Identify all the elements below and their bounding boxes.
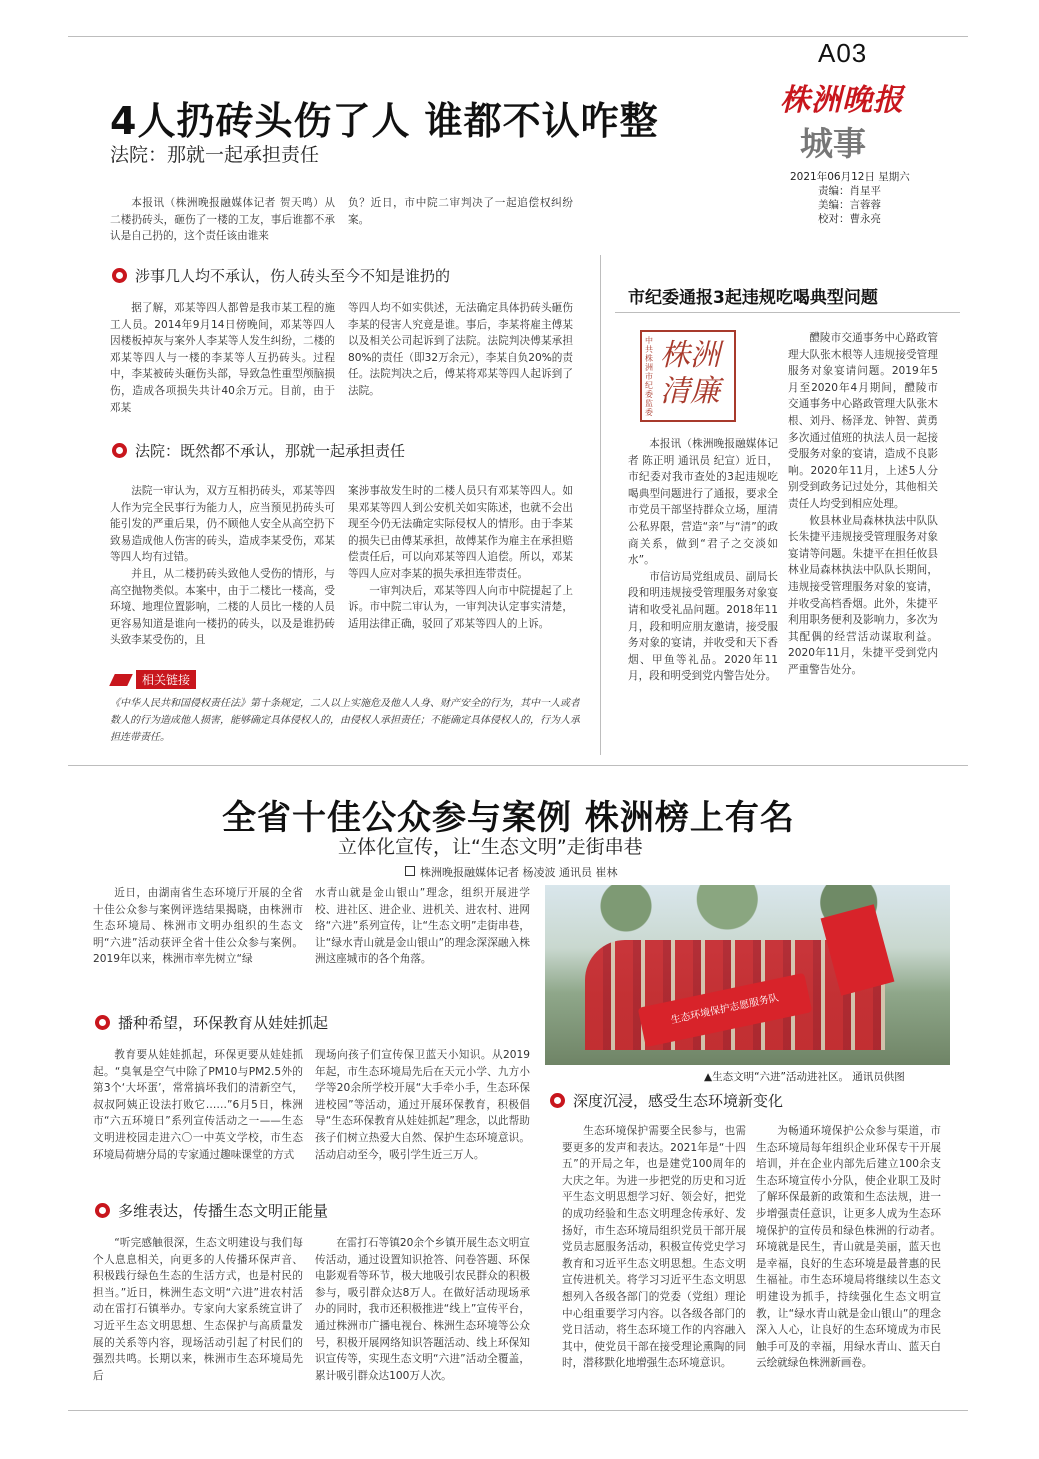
square-icon xyxy=(405,866,415,876)
editor-credit: 责编：肖星平 xyxy=(818,185,881,197)
bullet-icon xyxy=(112,443,127,458)
story2-headline: 市纪委通报3起违规吃喝典型问题 xyxy=(628,288,878,308)
story1-s1-right: 等四人均不如实供述，无法确定具体扔砖头砸伤李某的侵害人究竟是谁。事后，李某将雇主傅某以及相关公司起诉到了法院。法院判决傅某承担80%的责任（即32万余元），李某自负20%的责任。法院判决之后，傅某将邓某等四人起诉到了法院。 xyxy=(348,302,573,397)
story1-headline: 4人扔砖头伤了人 谁都不认咋整 xyxy=(110,99,659,143)
story3-s1-right: 现场向孩子们宣传保卫蓝天小知识。从2019年起，市生态环境局先后在天元小学、九方小学等20余所学校开展“大手牵小手，生态环保进校园”等活动，通过开展环保教育，积极倡导“生态环保教育从娃娃抓起”理念，以此帮助孩子们树立热爱大自然、保护生态环境意识。活动启动至今，吸引学生近三万人。 xyxy=(315,1049,530,1161)
issue-date: 2021年06月12日 星期六 xyxy=(790,171,910,183)
story3-subhead-1: 播种希望，环保教育从娃娃抓起 xyxy=(95,1012,328,1033)
story1-intro-left: 本报讯（株洲晚报融媒体记者 贺天鸣）从二楼扔砖头，砸伤了一楼的工友，事后谁都不承认是自己扔的，这个责任该由谁来 xyxy=(110,197,335,243)
story3-subhead-3: 深度沉浸，感受生态环境新变化 xyxy=(550,1090,783,1111)
page-number: A03 xyxy=(818,38,868,68)
bullet-icon xyxy=(112,268,127,283)
story3-intro-right: 水青山就是金山银山”理念，组织开展进学校、进社区、进企业、进机关、进农村、进网络“六进”系列宣传，让“生态文明”走街串巷，让“绿水青山就是金山银山”的理念深深融入株洲这座城市的各个角落。 xyxy=(315,887,530,966)
column-divider xyxy=(600,255,601,755)
story3-s1-left: 教育要从娃娃抓起，环保更要从娃娃抓起。“臭氧是空气中除了PM10与PM2.5外的第3个‘大坏蛋’，常常搞坏我们的清新空气，叔叔阿姨正设法打败它……”6月5日，株洲市“六五环境日”系列宣传活动之一——生态文明进校园走进六〇一中英文学校，市生态环境局荷塘分局的专家通过趣味课堂的方式 xyxy=(93,1049,303,1161)
story3-subhead-2: 多维表达，传播生态文明正能量 xyxy=(95,1200,328,1221)
bullet-icon xyxy=(95,1015,110,1030)
horizontal-divider xyxy=(68,765,968,766)
story3-s3-col2: 为畅通环境保护公众参与渠道，市生态环境局每年组织企业环保专干开展培训，并在企业内部先后建立100余支生态环境宣传小分队，使企业职工及时了解环保最新的政策和生态法规，进一步增强责任意识，让更多人成为生态环境保护的宣传员和绿色株洲的行动者。环境就是民生，青山就是美丽，蓝天也是幸福，良好的生态环境是最普惠的民生福祉。市生态环境局将继续以生态文明建设为抓手，持续强化生态文明宣教，让“绿水青山就是金山银山”的理念深入人心，让良好的生态环境成为市民触手可及的幸福，用绿水青山、蓝天白云绘就绿色株洲新画卷。 xyxy=(756,1125,941,1370)
bullet-icon xyxy=(95,1203,110,1218)
story2-rule xyxy=(615,312,960,313)
story3-byline: 株洲晚报融媒体记者 杨凌波 通讯员 崔林 xyxy=(405,864,618,880)
story3-headline: 全省十佳公众参与案例 株洲榜上有名 xyxy=(222,798,795,838)
story3-intro-left: 近日，由湖南省生态环境厅开展的全省十佳公众参与案例评选结果揭晓，由株洲市生态环境局、株洲市文明办组织的生态文明“六进”活动获评全省十佳公众参与案例。2019年以来，株洲市率先树立“绿 xyxy=(93,887,303,966)
story2-lead-and-case1: 本报讯（株洲晚报融媒体记者 陈正明 通讯员 纪宣）近日，市纪委对我市查处的3起违规吃喝典型问题进行了通报，要求全市党员干部坚持群众立场，厘清公私界限，营造“亲”与“清”的政商关系，做到“君子之交淡如水”。 市信访局党组成员、副局长段和明违规接受管理服务对象宴请和收受礼品问题。2018年11月，段和明应朋友邀请，接受服务对象的宴请，并收受和天下香烟、甲鱼等礼品。2020年11月，段和明受到党内警告处分。 xyxy=(628,438,778,683)
story3-s3-col1: 生态环境保护需要全民参与，也需要更多的发声和表达。2021年是“十四五”的开局之年，也是建党100周年的大庆之年。为进一步把党的历史和习近平生态文明思想学习好、领会好，把党的成功经验和生态文明理念传承好、发扬好，市生态环境局组织党员干部开展党员志愿服务活动，积极宣传党史学习教育和习近平生态文明思想。生态文明宣传进机关。将学习习近平生态文明思想列入各级各部门的党委（党组）理论中心组重要学习内容。以各级各部门的党日活动，将生态环境工作的内容融入其中，使党员干部在接受理论熏陶的同时，潜移默化地增强生态环境意识。 xyxy=(562,1125,746,1370)
bullet-icon xyxy=(550,1093,565,1108)
brand-logo: 株洲晚报 xyxy=(780,83,904,118)
story3-s2-right: 在雷打石等镇20余个乡镇开展生态文明宣传活动，通过设置知识抢答、问卷答题、环保电影观看等环节，极大地吸引农民群众的积极参与，吸引群众达8万人。在做好活动现场承办的同时，我市还积极推进“线上”宣传平台，通过株洲市广播电视台、株洲生态环境等公众号，积极开展网络知识答题活动、线上环保知识宣传等，实现生态文明“六进”活动全覆盖，累计吸引群众达100万人次。 xyxy=(315,1237,530,1382)
masthead-meta xyxy=(790,170,950,226)
volunteer-banner: 生态环境保护志愿服务队 xyxy=(638,973,813,1047)
story2-case2-3: 醴陵市交通事务中心路政管理大队张木根等人违规接受管理服务对象宴请问题。2019年5月至2020年4月期间，醴陵市交通事务中心路政管理大队张木根、刘丹、杨泽龙、钟智、黄勇多次通过值班的执法人员一起接受服务对象的宴请，造成不良影响。2020年11月，上述5人分别受到政务记过处分，其他相关责任人均受到相应处理。 攸县林业局森林执法中队队长朱捷平违规接受管理服务对象宴请等问题。朱捷平在担任攸县林业局森林执法中队队长期间，违规接受管理服务对象的宴请，并收受高档香烟。此外，朱捷平利用职务便利及影响力，多次为其配偶的经营活动谋取利益。2020年11月，朱捷平受到党内严重警告处分。 xyxy=(788,332,938,676)
activity-photo xyxy=(545,885,950,1065)
related-link-text: 《中华人民共和国侵权责任法》第十条规定，二人以上实施危及他人人身、财产安全的行为，其中一人或者数人的行为造成他人损害，能够确定具体侵权人的，由侵权人承担责任；不能确定具体侵权人的，行为人承担连带责任。 xyxy=(110,698,580,743)
pencil-icon xyxy=(109,674,133,686)
story1-s2-left: 法院一审认为，双方互相扔砖头，邓某等四人作为完全民事行为能力人，应当预见扔砖头可能引发的严重后果，仍不顾他人安全从高空扔下致易造成他人伤害的砖头，造成李某受伤，邓某等四人均有过错。 并且，从二楼扔砖头致他人受伤的情形，与高空抛物类似。本案中，由于二楼比一楼高，受环境、地理位置影响，二楼的人员比一楼的人员更容易知道是谁向一楼扔的砖头，以及是谁扔砖头致李某受伤的，且 xyxy=(110,485,335,647)
story1-intro-right: 负？近日，市中院二审判决了一起追偿权纠纷案。 xyxy=(348,197,573,226)
section-name: 城事 xyxy=(800,124,866,163)
story1-s1-left: 据了解，邓某等四人都曾是我市某工程的施工人员。2014年9月14日傍晚间，邓某等四人因楼板掉灰与案外人李某等人发生纠纷，二楼的邓某等四人与一楼的李某等人互扔砖头。过程中，李某被砖头砸伤头部，导致急性重型颅脑损伤，造成各项损失共计40余万元。目前，由于邓某 xyxy=(110,302,335,414)
bottom-rule xyxy=(68,1410,968,1411)
photo-caption: ▲生态文明“六进”活动进社区。 通讯员供图 xyxy=(704,1071,905,1083)
top-rule xyxy=(68,36,968,37)
anti-corruption-stamp: 中共株洲市纪委监委 株洲清廉 xyxy=(640,330,736,422)
story1-subhead-1: 涉事几人均不承认，伤人砖头至今不知是谁扔的 xyxy=(112,265,450,286)
story3-s2-left: “听完感触很深，生态文明建设与我们每个人息息相关，向更多的人传播环保声音、积极践行绿色生态的生活方式，也是村民的担当。”近日，株洲生态文明“六进”进农村活动在雷打石镇举办。专家向大家系统宣讲了习近平生态文明思想、生态保护与高质量发展的关系等内容，现场活动引起了村民们的强烈共鸣。长期以来，株洲市生态环境局先后 xyxy=(93,1237,303,1382)
story1-subtitle: 法院：那就一起承担责任 xyxy=(110,144,320,166)
designer-credit: 美编：言蓉蓉 xyxy=(818,199,881,211)
story1-subhead-2: 法院：既然都不承认，那就一起承担责任 xyxy=(112,440,405,461)
story3-subtitle: 立体化宣传，让“生态文明”走街串巷 xyxy=(338,836,643,858)
proofreader-credit: 校对：曹永亮 xyxy=(818,213,881,225)
story1-s2-right: 案涉事故发生时的二楼人员只有邓某等四人。如果邓某等四人到公安机关如实陈述，也就不会出现至今仍无法确定实际侵权人的情形。由于李某的损失已由傅某承担，故傅某作为雇主在承担赔偿责任后，可以向邓某等四人追偿。所以，邓某等四人应对李某的损失承担连带责任。 一审判决后，邓某等四人向市中院提起了上诉。市中院二审认为，一审判决认定事实清楚，适用法律正确，驳回了邓某等四人的上诉。 xyxy=(348,485,573,630)
related-link-tag: 相关链接 xyxy=(112,670,196,689)
